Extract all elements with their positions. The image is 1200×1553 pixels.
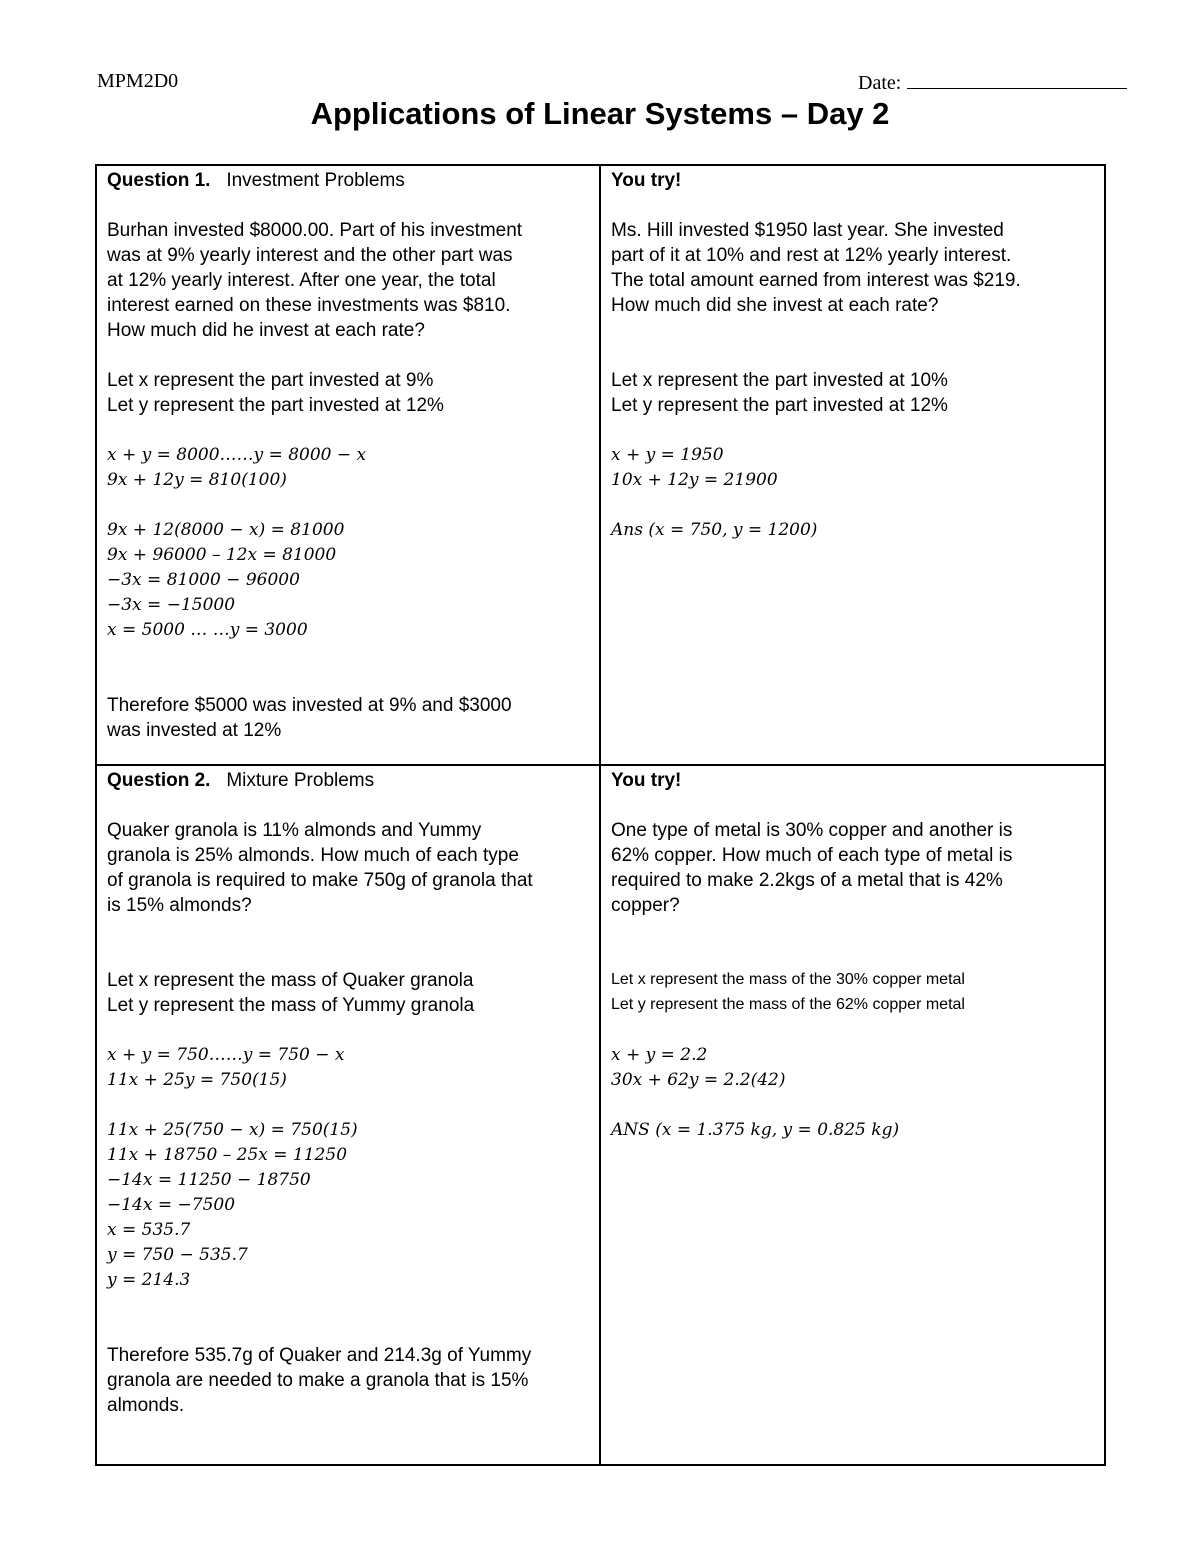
work-step: −3x = −15000	[107, 595, 236, 615]
conclusion-line: granola are needed to make a granola that is 15%	[107, 1370, 529, 1391]
problem-line: at 12% yearly interest. After one year, the total	[107, 270, 496, 291]
problem-line: interest earned on these investments was $810.	[107, 295, 511, 316]
conclusion-line: Therefore 535.7g of Quaker and 214.3g of Yummy	[107, 1345, 532, 1366]
variable-definition: Let y represent the mass of the 62% copper metal	[611, 996, 965, 1013]
work-step: y = 214.3	[107, 1270, 191, 1290]
question-1-label: Question 1.	[107, 170, 211, 191]
equation: x + y = 8000……y = 8000 − x	[107, 445, 367, 465]
variable-definition: Let x represent the part invested at 9%	[107, 370, 434, 391]
variable-definition: Let y represent the part invested at 12%	[611, 395, 948, 416]
problem-line: copper?	[611, 895, 680, 916]
problem-line: Ms. Hill invested $1950 last year. She invested	[611, 220, 1004, 241]
answer: Ans (x = 750, y = 1200)	[611, 520, 818, 540]
problem-line: How much did she invest at each rate?	[611, 295, 939, 316]
problem-line: was at 9% yearly interest and the other part was	[107, 245, 513, 266]
work-step: 9x + 12(8000 − x) = 81000	[107, 520, 345, 540]
problem-line: How much did he invest at each rate?	[107, 320, 425, 341]
work-step: y = 750 − 535.7	[107, 1245, 248, 1265]
you-try-2-heading	[611, 768, 1094, 793]
work-step: x = 5000 … …y = 3000	[107, 620, 308, 640]
problem-line: Burhan invested $8000.00. Part of his investment	[107, 220, 523, 241]
question-2-topic: Mixture Problems	[226, 770, 375, 791]
work-step: −14x = 11250 − 18750	[107, 1170, 311, 1190]
question-1-topic: Investment Problems	[226, 170, 405, 191]
variable-definition: Let y represent the part invested at 12%	[107, 395, 444, 416]
date-blank-line	[907, 70, 1127, 89]
question-2-cell	[97, 766, 601, 1464]
question-1-heading	[107, 168, 589, 193]
equation: 10x + 12y = 21900	[611, 470, 778, 490]
question-1-cell	[97, 166, 601, 766]
date-label: Date:	[858, 72, 902, 94]
you-try-1-heading	[611, 168, 1094, 193]
variable-definition: Let y represent the mass of Yummy granola	[107, 995, 475, 1016]
problem-line: 62% copper. How much of each type of metal is	[611, 845, 1013, 866]
equation: x + y = 750……y = 750 − x	[107, 1045, 345, 1065]
conclusion-line: was invested at 12%	[107, 720, 282, 741]
problem-line: The total amount earned from interest was $219.	[611, 270, 1021, 291]
you-try-2-cell	[601, 766, 1104, 1464]
problem-line: part of it at 10% and rest at 12% yearly interest.	[611, 245, 1012, 266]
work-step: x = 535.7	[107, 1220, 191, 1240]
equation: x + y = 1950	[611, 445, 724, 465]
answer: ANS (x = 1.375 kg, y = 0.825 kg)	[611, 1120, 900, 1140]
you-try-2-label: You try!	[611, 770, 682, 791]
course-code: MPM2D0	[97, 70, 179, 92]
equation: 11x + 25y = 750(15)	[107, 1070, 287, 1090]
you-try-1-cell	[601, 166, 1104, 766]
equation: x + y = 2.2	[611, 1045, 708, 1065]
date-field	[858, 70, 1127, 95]
equation: 9x + 12y = 810(100)	[107, 470, 287, 490]
problem-line: of granola is required to make 750g of granola that	[107, 870, 533, 891]
conclusion-line: Therefore $5000 was invested at 9% and $3000	[107, 695, 512, 716]
variable-definition: Let x represent the part invested at 10%	[611, 370, 948, 391]
work-step: 11x + 25(750 − x) = 750(15)	[107, 1120, 358, 1140]
problem-line: Quaker granola is 11% almonds and Yummy	[107, 820, 482, 841]
worksheet-title: Applications of Linear Systems – Day 2	[310, 96, 890, 131]
conclusion-line: almonds.	[107, 1395, 185, 1416]
you-try-1-label: You try!	[611, 170, 682, 191]
question-2-heading	[107, 768, 589, 793]
work-step: 9x + 96000 – 12x = 81000	[107, 545, 337, 565]
work-step: 11x + 18750 – 25x = 11250	[107, 1145, 348, 1165]
variable-definition: Let x represent the mass of the 30% copper metal	[611, 971, 965, 988]
equation: 30x + 62y = 2.2(42)	[611, 1070, 786, 1090]
problem-line: required to make 2.2kgs of a metal that is 42%	[611, 870, 1003, 891]
work-step: −14x = −7500	[107, 1195, 236, 1215]
problem-line: granola is 25% almonds. How much of each type	[107, 845, 519, 866]
variable-definition: Let x represent the mass of Quaker granola	[107, 970, 474, 991]
problem-line: is 15% almonds?	[107, 895, 252, 916]
work-step: −3x = 81000 − 96000	[107, 570, 300, 590]
problem-line: One type of metal is 30% copper and another is	[611, 820, 1013, 841]
worksheet-grid	[95, 164, 1106, 1466]
question-2-label: Question 2.	[107, 770, 211, 791]
